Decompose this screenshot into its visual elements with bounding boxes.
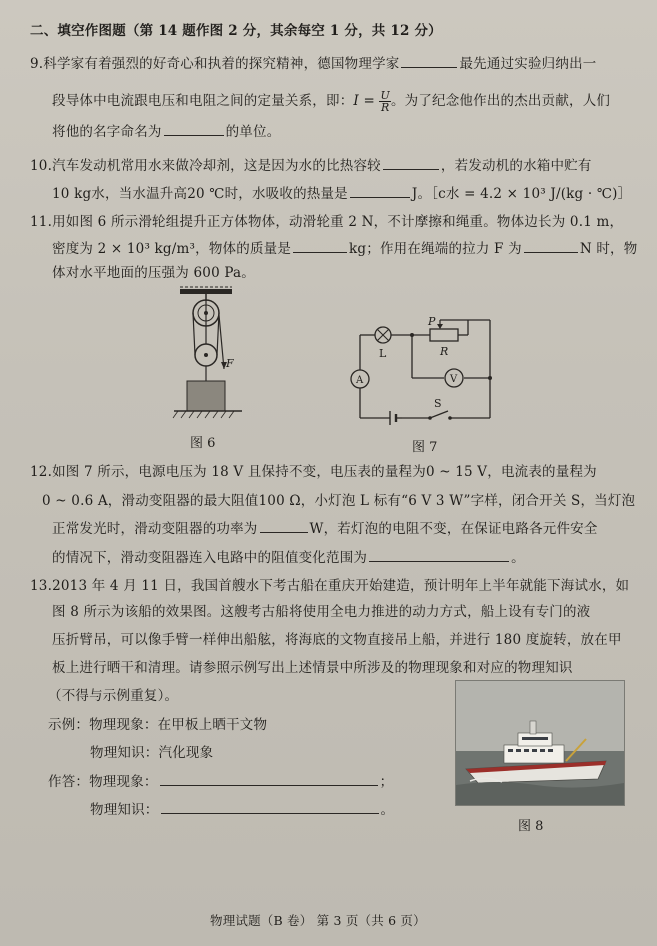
question-text: （不得与示例重复）。 (48, 688, 179, 704)
question-text: 密度为 2 × 10³ kg/m³，物体的质量是 (52, 241, 292, 257)
force-label: F (226, 357, 234, 370)
question-text: 段导体中电流跟电压和电阻之间的定量关系，即： (52, 93, 354, 109)
answer-label: 作答：物理现象： (48, 774, 158, 790)
question-text: W，若灯泡的电阻不变，在保证电路各元件安全 (309, 521, 598, 537)
punctuation: ； (379, 774, 394, 790)
question-text: 用如图 6 所示滑轮组提升正方体物体，动滑轮重 2 N，不计摩擦和绳重。物体边长为 0.1 m， (52, 214, 624, 230)
formula-equals: = (358, 93, 380, 109)
question-text: 图 8 所示为该船的效果图。这艘考古船将使用全电力推进的动力方式，船上设有专门的液 (52, 604, 591, 620)
answer-phenomenon-line (48, 772, 393, 791)
question-text: ，若发动机的水箱中贮有 (440, 158, 592, 174)
question-text: 压折臂吊，可以像手臂一样伸出船舷，将海底的文物直接吊上船，并进行 180 度旋转，放在甲 (52, 632, 622, 648)
example-phenomenon: 示例：物理现象：在甲板上晒干文物 (48, 717, 268, 733)
answer-label: 物理知识： (90, 802, 159, 818)
answer-blank[interactable] (164, 122, 224, 136)
question-13-line-1 (30, 577, 629, 595)
question-12-line-3 (52, 519, 598, 538)
slider-label: P (428, 315, 436, 328)
question-text: N 时，物 (579, 241, 638, 257)
question-text: 体对水平地面的压强为 600 Pa。 (52, 265, 255, 281)
question-11-line-2 (52, 239, 637, 258)
question-10-line-2 (52, 184, 631, 203)
question-11-line-1 (30, 213, 623, 231)
ship-illustration (456, 681, 624, 805)
question-text: 。 (511, 550, 525, 566)
question-text: 的情况下，滑动变阻器连入电路中的阻值变化范围为 (52, 550, 368, 566)
ammeter-label: A (356, 375, 364, 386)
ship-superstructure (504, 745, 564, 763)
question-text: 。为了纪念他作出的杰出贡献，人们 (390, 93, 611, 109)
answer-blank[interactable] (369, 548, 509, 562)
figure-7-circuit (340, 315, 510, 430)
question-13-line-2 (52, 603, 590, 621)
question-text: kg；作用在绳端的拉力 F 为 (349, 241, 522, 257)
question-10-line-1 (30, 156, 592, 175)
punctuation: 。 (380, 802, 395, 818)
ceiling-beam (180, 289, 232, 294)
question-text: 的单位。 (225, 124, 281, 140)
answer-blank[interactable] (260, 519, 308, 533)
answer-phenomenon-blank[interactable] (160, 772, 378, 786)
answer-blank[interactable] (350, 184, 410, 198)
lamp-label: L (379, 347, 387, 360)
formula-fraction (379, 90, 390, 113)
question-text: 最先通过实验归纳出一 (459, 56, 597, 72)
question-9-line-1 (30, 54, 596, 73)
figure-8-caption: 图 8 (518, 819, 544, 834)
question-text: 正常发光时，滑动变阻器的功率为 (52, 521, 258, 537)
question-number: 9. (30, 56, 44, 72)
question-text: 2013 年 4 月 11 日，我国首艘水下考古船在重庆开始建造，预计明年上半年就能下海试水，如 (52, 578, 630, 594)
question-13-line-4 (52, 659, 573, 677)
question-text: 0 ~ 0.6 A，滑动变阻器的最大阻值100 Ω，小灯泡 L 标有“6 V 3 W”字样，闭合开关 S，当灯泡 (42, 493, 636, 509)
question-text: J。［c水 = 4.2 × 10³ J/(kg · ℃)］ (411, 186, 632, 202)
switch-label: S (434, 397, 442, 410)
question-text: 科学家有着强烈的好奇心和执着的探究精神，德国物理学家 (43, 56, 400, 72)
rheostat-label: R (440, 345, 449, 358)
slider-arrow (437, 324, 443, 329)
question-text: 汽车发动机常用水来做冷却剂，这是因为水的比热容较 (52, 158, 381, 174)
answer-blank[interactable] (383, 156, 439, 170)
question-9-line-3 (52, 122, 280, 141)
question-text: 如图 7 所示，电源电压为 18 V 且保持不变，电压表的量程为0 ~ 15 V，电流表的量程为 (52, 464, 597, 480)
answer-knowledge-line (90, 800, 394, 819)
question-text: 将他的名字命名为 (52, 124, 162, 140)
question-13-line-3 (52, 631, 622, 649)
answer-knowledge-blank[interactable] (161, 800, 379, 814)
question-number: 13. (30, 578, 53, 594)
cube-object (187, 381, 225, 411)
answer-blank[interactable] (401, 54, 457, 68)
section-header: 二、填空作图题（第 14 题作图 2 分，其余每空 1 分，共 12 分） (30, 23, 442, 39)
page-footer: 物理试题（B 卷） 第 3 页（共 6 页） (210, 913, 426, 928)
formula-current: I (353, 93, 359, 109)
example-knowledge: 物理知识：汽化现象 (90, 745, 214, 761)
answer-blank[interactable] (293, 239, 347, 253)
question-12-line-2 (42, 492, 635, 510)
question-text: 板上进行晒干和清理。请参照示例写出上述情景中所涉及的物理现象和对应的物理知识 (52, 660, 573, 676)
question-12-line-1 (30, 463, 597, 481)
question-12-line-4 (52, 548, 525, 567)
rheostat-symbol (430, 329, 458, 341)
question-number: 10. (30, 158, 53, 174)
question-number: 11. (30, 214, 53, 230)
figure-7-caption: 图 7 (412, 440, 438, 455)
figure-6-caption: 图 6 (190, 436, 216, 451)
voltmeter-label: V (450, 374, 458, 385)
question-9-line-2 (52, 90, 610, 113)
formula-denominator: R (380, 101, 390, 114)
figure-6-pulley (170, 285, 250, 425)
question-text: 10 kg水，当水温升高20 ℃时，水吸收的热量是 (52, 186, 348, 202)
question-number: 12. (30, 464, 53, 480)
question-11-line-3 (52, 264, 255, 282)
answer-blank[interactable] (524, 239, 578, 253)
figure-8-ship-photo (455, 680, 625, 806)
switch-symbol (428, 416, 432, 420)
question-13-line-5 (48, 687, 178, 705)
formula-numerator: U (380, 89, 390, 102)
